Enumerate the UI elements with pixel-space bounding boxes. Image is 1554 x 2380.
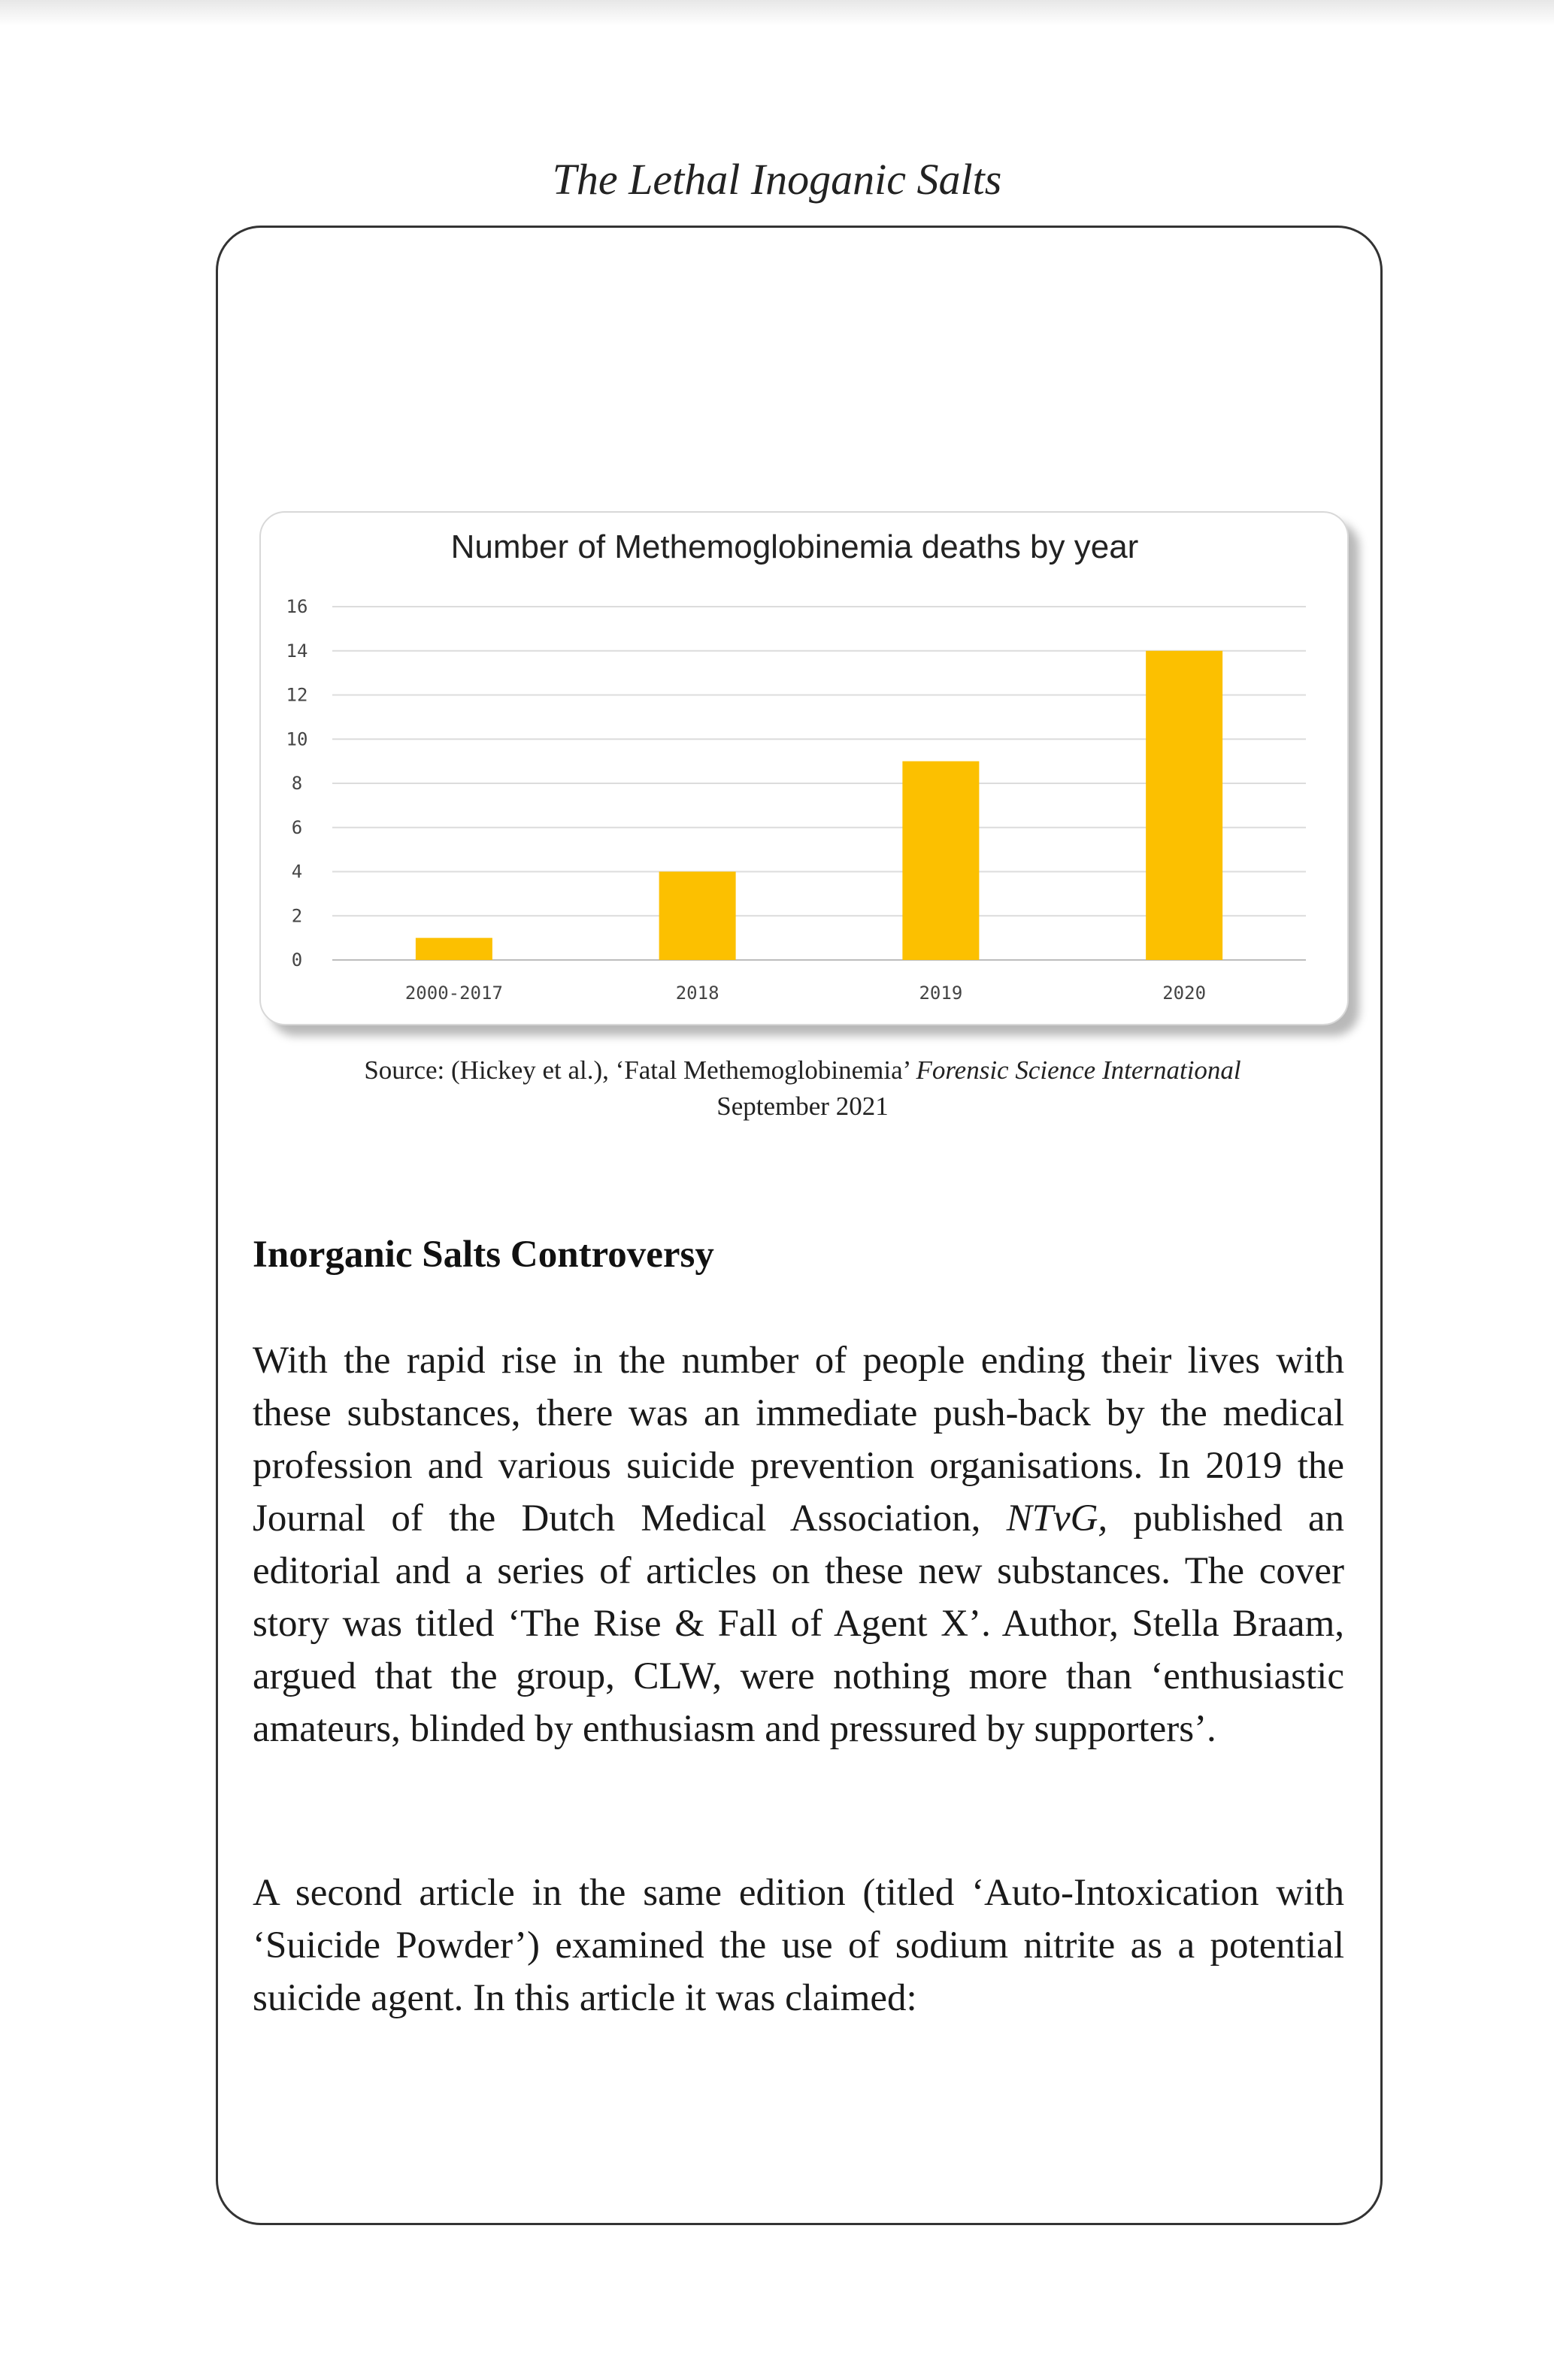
y-tick-label: 10 <box>286 728 308 750</box>
y-tick-label: 4 <box>291 861 303 883</box>
paragraph-2: A second article in the same edition (titled ‘Auto-Intoxication with ‘Suicide Powder’) examined the use of sodium nitrite as a potential suicide agent. In this article it was claimed: <box>253 1872 1344 2019</box>
y-tick-label: 8 <box>291 773 303 794</box>
bar-chart <box>261 513 1347 1024</box>
caption-source: Source: (Hickey et al.), ‘Fatal Methemoglobinemia’ <box>364 1055 910 1085</box>
running-header: The Lethal Inoganic Salts <box>552 155 1002 204</box>
x-tick-label: 2020 <box>1162 983 1207 1004</box>
caption-date: September 2021 <box>716 1092 889 1121</box>
y-tick-label: 6 <box>291 816 303 838</box>
y-tick-label: 2 <box>291 905 303 927</box>
y-tick-label: 12 <box>286 684 308 706</box>
y-tick-label: 14 <box>286 640 308 662</box>
x-tick-label: 2018 <box>675 983 719 1004</box>
bar-2018 <box>659 872 736 961</box>
chart-title: Number of Methemoglobinemia deaths by year <box>450 528 1139 565</box>
section-heading: Inorganic Salts Controversy <box>253 1234 714 1276</box>
y-tick-label: 16 <box>286 596 308 617</box>
y-tick-label: 0 <box>291 949 303 970</box>
journal-name: NTvG, <box>1006 1497 1108 1540</box>
paragraph-1-part-b: published an editorial and a series of articles on these new substances. The cover story was titled ‘The Rise & Fall of Agent X’. Author, Stella Braam, argued that the group, CLW, were nothing more than ‘enthusiastic amateurs, blinded by enthusiasm and pressured by supporters’. <box>253 1497 1345 1750</box>
top-shade <box>0 0 1554 26</box>
figure-caption <box>259 1052 1346 1125</box>
bar-2020 <box>1146 651 1222 960</box>
x-tick-label: 2019 <box>919 983 963 1004</box>
chart-bars <box>416 651 1222 960</box>
bar-2000-2017 <box>416 938 492 960</box>
x-tick-label: 2000-2017 <box>404 983 503 1004</box>
paragraph-1 <box>253 1334 1344 1755</box>
chart-card <box>259 511 1349 1025</box>
caption-journal: Forensic Science International <box>916 1055 1241 1085</box>
paragraph-1-part-a: With the rapid rise in the number of people ending their lives with these substances, there was an immediate push-back by the medical profession and various suicide prevention organisations. In 2019 the Journal of the Dutch Medical Association, <box>253 1340 1344 1540</box>
bar-2019 <box>902 762 979 960</box>
